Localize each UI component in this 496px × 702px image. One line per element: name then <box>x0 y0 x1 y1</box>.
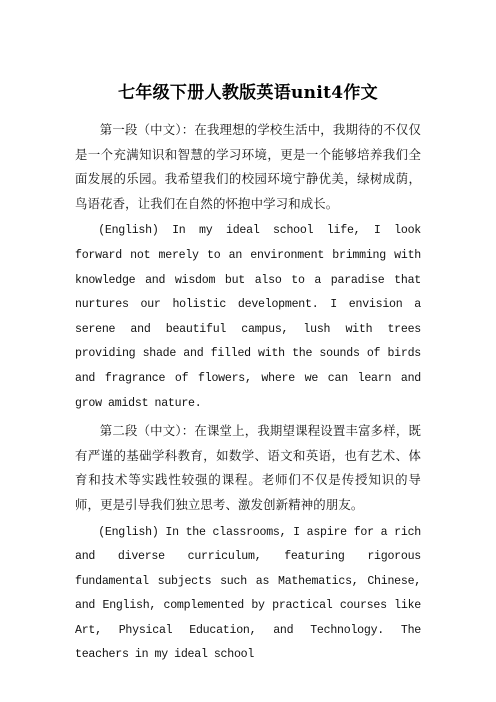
paragraph-1-chinese: 第一段（中文）：在我理想的学校生活中，我期待的不仅仅是一个充满知识和智慧的学习环境，更是一个能够培养我们全面发展的乐园。我希望我们的校园环境宁静优美，绿树成荫，鸟语花香，让我们在自然的怀抱中学习和成长。 <box>75 122 421 211</box>
document-body <box>75 118 421 671</box>
paragraph-2-chinese: 第二段（中文）：在课堂上，我期望课程设置丰富多样，既有严谨的基础学科教育，如数学、语文和英语，也有艺术、体育和技术等实践性较强的课程。老师们不仅是传授知识的导师，更是引导我们独立思考、激发创新精神的朋友。 <box>75 423 421 512</box>
paragraph-2-english: (English) In the classrooms, I aspire for a rich and diverse curriculum, featuring rigorous fundamental subjects such as Mathematics, Chinese, and English, complemented by practical courses like Art, Physical Education, and Technology. The teachers in my ideal school <box>75 525 421 662</box>
paragraph-1-english: (English) In my ideal school life, I look forward not merely to an environment brimming with knowledge and wisdom but also to a paradise that nurtures our holistic development. I envision a serene and beautiful campus, lush with trees providing shade and filled with the sounds of birds and fragrance of flowers, where we can learn and grow amidst nature. <box>75 224 421 410</box>
document-title: 七年级下册人教版英语unit4作文 <box>118 83 378 103</box>
